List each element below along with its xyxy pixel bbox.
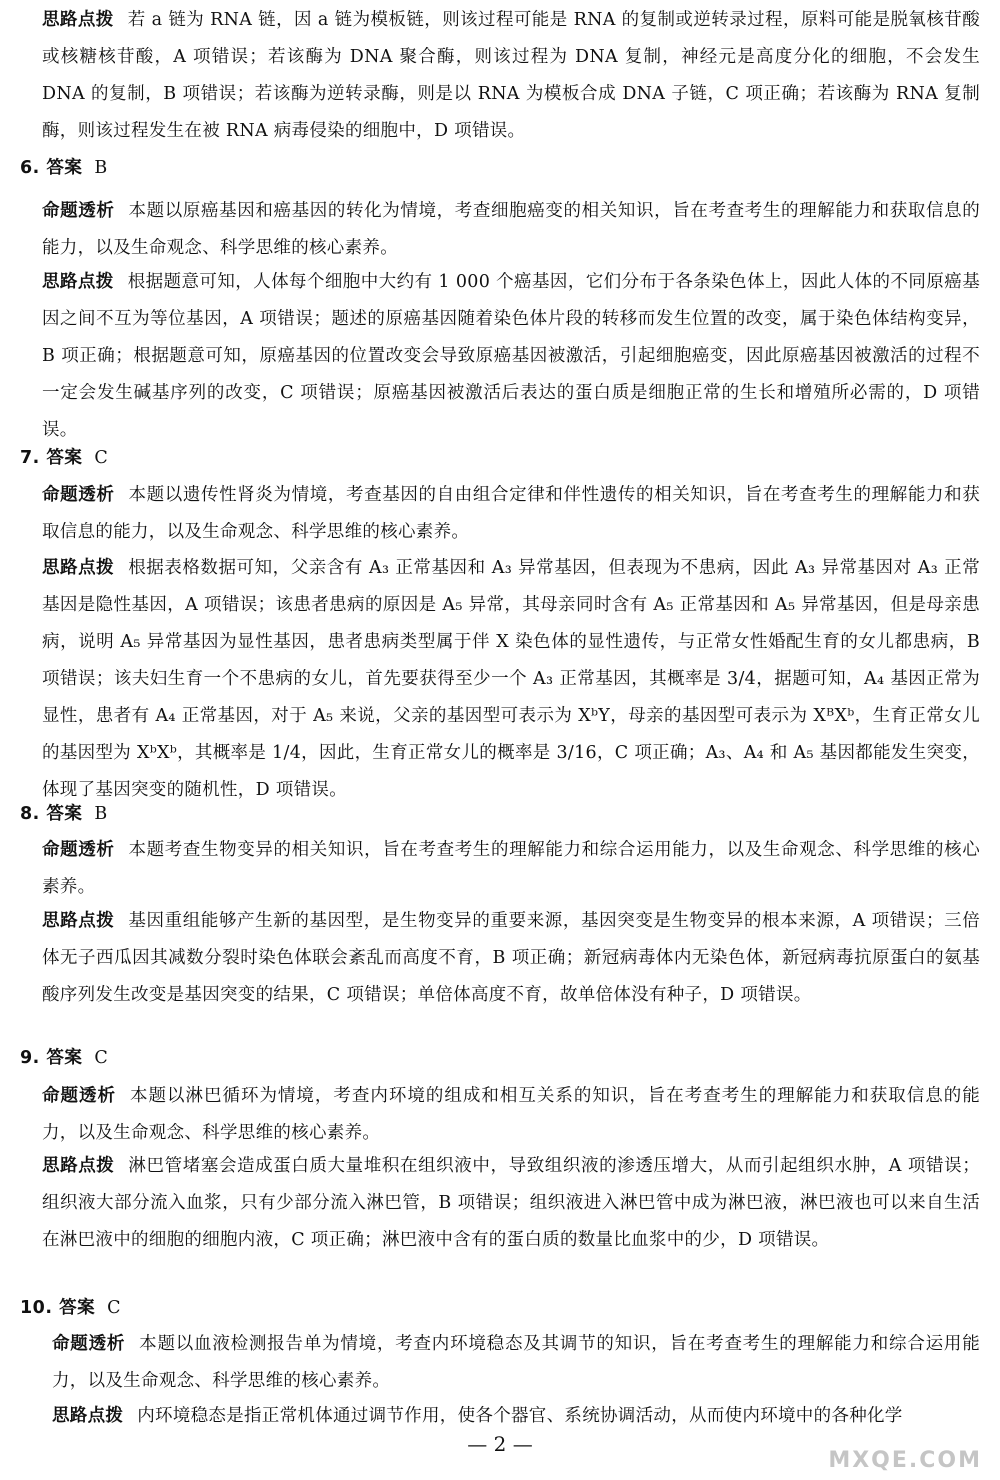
answer-value: C	[94, 1048, 109, 1068]
intent-block-9	[42, 1078, 980, 1152]
analysis-block-7	[42, 550, 980, 809]
analysis-block-6	[42, 264, 980, 449]
answer-number: 6. 答案	[20, 158, 83, 178]
analysis-text: 内环境稳态是指正常机体通过调节作用，使各个器官、系统协调活动，从而使内环境中的各种化学	[137, 1406, 903, 1426]
watermark-logo: MXQE.COM	[828, 1448, 982, 1473]
label-silu: 思路点拨	[42, 1156, 115, 1176]
analysis-block-9	[42, 1148, 980, 1259]
label-silu: 思路点拨	[42, 911, 115, 931]
answer-number: 7. 答案	[20, 448, 83, 468]
answer-value: B	[94, 158, 108, 178]
label-mingti: 命题透析	[42, 1086, 116, 1106]
label-mingti: 命题透析	[42, 485, 115, 505]
intent-text: 本题以血液检测报告单为情境，考查内环境稳态及其调节的知识，旨在考查考生的理解能力和综合运用能力，以及生命观念、科学思维的核心素养。	[52, 1334, 981, 1391]
analysis-block-8	[42, 903, 980, 1014]
label-silu: 思路点拨	[42, 10, 114, 30]
label-mingti: 命题透析	[52, 1334, 126, 1354]
intent-block-10	[52, 1326, 980, 1400]
answer-7	[20, 440, 980, 477]
answer-number: 9. 答案	[20, 1048, 83, 1068]
analysis-block-10	[52, 1398, 980, 1435]
intent-text: 本题以原癌基因和癌基因的转化为情境，考查细胞癌变的相关知识，旨在考查考生的理解能力和获取信息的能力，以及生命观念、科学思维的核心素养。	[42, 201, 980, 258]
answer-10	[20, 1290, 980, 1327]
label-mingti: 命题透析	[42, 201, 115, 221]
analysis-text: 根据表格数据可知，父亲含有 A₃ 正常基因和 A₃ 异常基因，但表现为不患病，因此 A₃ 异常基因对 A₃ 正常基因是隐性基因，A 项错误；该患者患病的原因是 A₅ 异常，其母亲同时含有 A₅ 正常基因和 A₅ 异常基因，但是母亲患病，说明 A₅ 异常基因为显性基因，患者患病类型属于伴 X 染色体的显性遗传，与正常女性婚配生育的女儿都患病，B 项错误；该夫妇生育一个不患病的女儿，首先要获得至少一个 A₃ 正常基因，其概率是 3/4，据题可知，A₄ 基因正常为显性，患者有 A₄ 正常基因，对于 A₅ 来说，父亲的基因型可表示为 XᵇY，母亲的基因型可表示为 XᴮXᵇ，生育正常女儿的基因型为 XᵇXᵇ，其概率是 1/4，因此，生育正常女儿的概率是 3/16，C 项正确；A₃、A₄ 和 A₅ 基因都能发生突变，体现了基因突变的随机性，D 项错误。	[42, 558, 980, 800]
label-mingti: 命题透析	[42, 840, 115, 860]
analysis-block-5	[42, 2, 980, 150]
analysis-text: 基因重组能够产生新的基因型，是生物变异的重要来源，基因突变是生物变异的根本来源，A 项错误；三倍体无子西瓜因其减数分裂时染色体联会紊乱而高度不育，B 项正确；新冠病毒体内无染色体，新冠病毒抗原蛋白的氨基酸序列发生改变是基因突变的结果，C 项错误；单倍体高度不育，故单倍体没有种子，D 项错误。	[42, 911, 980, 1005]
intent-text: 本题以遗传性肾炎为情境，考查基因的自由组合定律和伴性遗传的相关知识，旨在考查考生的理解能力和获取信息的能力，以及生命观念、科学思维的核心素养。	[42, 485, 980, 542]
intent-text: 本题以淋巴循环为情境，考查内环境的组成和相互关系的知识，旨在考查考生的理解能力和获取信息的能力，以及生命观念、科学思维的核心素养。	[42, 1086, 981, 1143]
answer-value: C	[107, 1298, 121, 1318]
answer-number: 10. 答案	[20, 1298, 96, 1318]
answer-8	[20, 796, 980, 833]
answer-6	[20, 150, 980, 187]
label-silu: 思路点拨	[52, 1406, 124, 1426]
intent-block-6	[42, 193, 980, 267]
intent-text: 本题考查生物变异的相关知识，旨在考查考生的理解能力和综合运用能力，以及生命观念、科学思维的核心素养。	[42, 840, 980, 897]
answer-9	[20, 1040, 980, 1077]
analysis-text: 若 a 链为 RNA 链，因 a 链为模板链，则该过程可能是 RNA 的复制或逆转录过程，原料可能是脱氧核苷酸或核糖核苷酸，A 项错误；若该酶为 DNA 聚合酶，则该过程为 DNA 复制，神经元是高度分化的细胞，不会发生 DNA 的复制，B 项错误；若该酶为逆转录酶，则是以 RNA 为模板合成 DNA 子链，C 项正确；若该酶为 RNA 复制酶，则该过程发生在被 RNA 病毒侵染的细胞中，D 项错误。	[42, 10, 980, 141]
answer-value: B	[94, 804, 108, 824]
analysis-text: 根据题意可知，人体每个细胞中大约有 1 000 个癌基因，它们分布于各条染色体上，因此人体的不同原癌基因之间不互为等位基因，A 项错误；题述的原癌基因随着染色体片段的转移而发生位置的改变，属于染色体结构变异，B 项正确；根据题意可知，原癌基因的位置改变会导致原癌基因被激活，引起细胞癌变，因此原癌基因被激活的过程不一定会发生碱基序列的改变，C 项错误；原癌基因被激活后表达的蛋白质是细胞正常的生长和增殖所必需的，D 项错误。	[42, 272, 980, 440]
analysis-text: 淋巴管堵塞会造成蛋白质大量堆积在组织液中，导致组织液的渗透压增大，从而引起组织水肿，A 项错误；组织液大部分流入血浆，只有少部分流入淋巴管，B 项错误；组织液进入淋巴管中成为淋巴液，淋巴液也可以来自生活在淋巴液中的细胞的细胞内液，C 项正确；淋巴液中含有的蛋白质的数量比血浆中的少，D 项错误。	[42, 1156, 980, 1250]
intent-block-7	[42, 477, 980, 551]
label-silu: 思路点拨	[42, 558, 115, 578]
intent-block-8	[42, 832, 980, 906]
page-number: — 2 —	[467, 1432, 533, 1456]
label-silu: 思路点拨	[42, 272, 114, 292]
answer-number: 8. 答案	[20, 804, 83, 824]
answer-value: C	[94, 448, 109, 468]
